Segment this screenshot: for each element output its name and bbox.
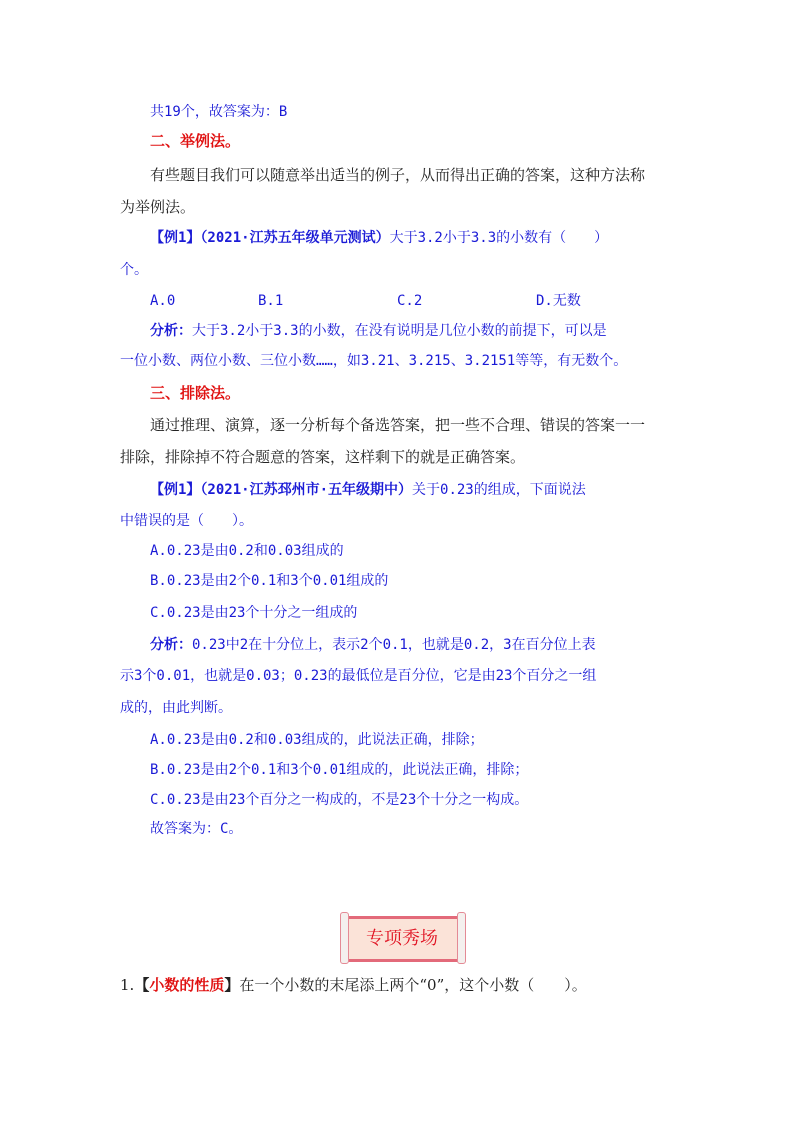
paragraph: 为举例法。 [120, 198, 196, 216]
answer-line: 故答案为：C。 [150, 821, 243, 837]
section-heading-example-method: 二、举例法。 [150, 132, 241, 150]
answer-line: 共19个，故答案为：B [150, 104, 288, 120]
option-c: C.0.23是由23个十分之一组成的 [150, 605, 358, 621]
scroll-banner [332, 910, 472, 962]
question-text: 在一个小数的末尾添上两个“0”，这个小数（ ）。 [239, 976, 587, 994]
option-a: A.0 [150, 293, 176, 309]
analysis-text: 成的，由此判断。 [120, 700, 232, 716]
option-d: D.无数 [536, 293, 581, 309]
option-b: B.0.23是由2个0.1和3个0.01组成的 [150, 573, 389, 589]
section-heading-elimination: 三、排除法。 [150, 384, 241, 402]
analysis-text: 0.23中2在十分位上，表示2个0.1，也就是0.2，3在百分位上表 [192, 637, 596, 653]
analysis-text: 一位小数、两位小数、三位小数……，如3.21、3.215、3.2151等等，有无数个。 [120, 353, 628, 369]
option-c: C.2 [397, 293, 423, 309]
analysis [150, 321, 710, 341]
question-text: 关于0.23的组成，下面说法 [412, 482, 586, 498]
example-tag: 【例1】（2021·江苏邳州市·五年级期中） [150, 482, 413, 498]
question-1 [120, 975, 680, 995]
bracket: 【 [134, 976, 150, 994]
question-text: 中错误的是（ ）。 [120, 513, 253, 529]
question-number: 1. [120, 976, 135, 994]
example-tag: 【例1】（2021·江苏五年级单元测试） [150, 230, 390, 246]
option-b: B.1 [258, 293, 284, 309]
paragraph: 排除，排除掉不符合题意的答案，这样剩下的就是正确答案。 [120, 448, 526, 466]
analysis-text: 大于3.2小于3.3的小数，在没有说明是几位小数的前提下，可以是 [192, 323, 607, 339]
analysis-label: 分析： [150, 637, 192, 653]
example-question [150, 228, 710, 248]
option-a: A.0.23是由0.2和0.03组成的 [150, 543, 344, 559]
analysis-text: C.0.23是由23个百分之一构成的，不是23个十分之一构成。 [150, 792, 529, 808]
analysis [150, 635, 710, 655]
analysis-text: A.0.23是由0.2和0.03组成的，此说法正确，排除； [150, 732, 484, 748]
question-text: 大于3.2小于3.3的小数有（ ） [389, 230, 609, 246]
analysis-text: B.0.23是由2个0.1和3个0.01组成的，此说法正确，排除； [150, 762, 529, 778]
banner-title: 专项秀场 [366, 928, 438, 949]
question-topic-tag: 小数的性质 [149, 976, 225, 994]
paragraph: 有些题目我们可以随意举出适当的例子，从而得出正确的答案，这种方法称 [150, 166, 646, 184]
paragraph: 通过推理、演算，逐一分析每个备选答案，把一些不合理、错误的答案一一 [150, 416, 646, 434]
analysis-text: 示3个0.01，也就是0.03；0.23的最低位是百分位，它是由23个百分之一组 [120, 668, 597, 684]
bracket: 】 [224, 976, 240, 994]
question-text: 个。 [120, 262, 148, 278]
example-question [150, 480, 710, 500]
analysis-label: 分析： [150, 323, 192, 339]
